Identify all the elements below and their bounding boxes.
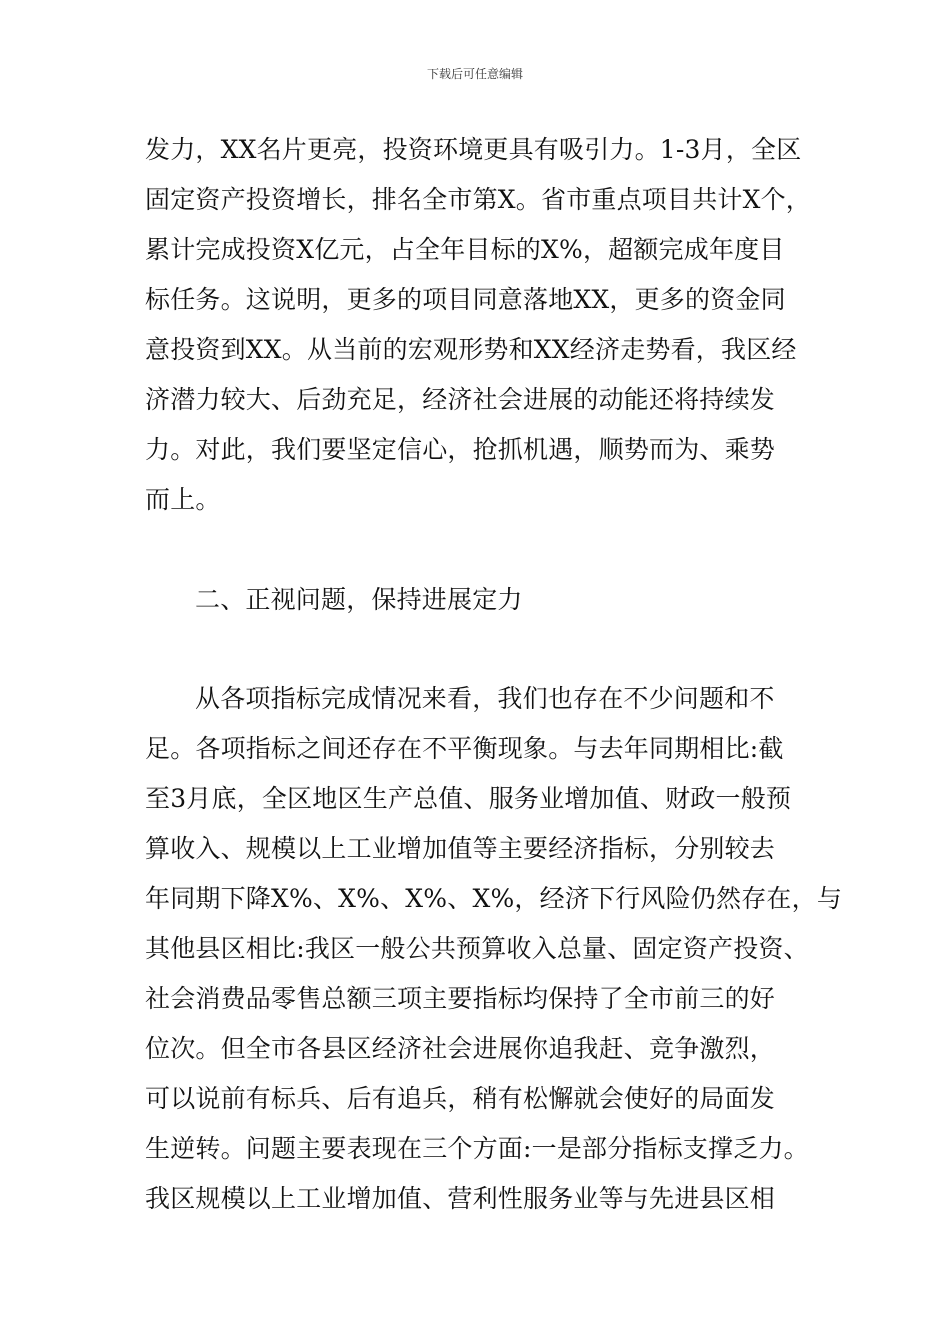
text-line: 发力，XX名片更亮，投资环境更具有吸引力。1-3月，全区 (145, 135, 802, 164)
text-line: 标任务。这说明，更多的项目同意落地XX，更多的资金同 (145, 285, 786, 314)
section-heading: 二、正视问题，保持进展定力 (195, 585, 523, 614)
text-line: 位次。但全市各县区经济社会进展你追我赶、竞争激烈， (145, 1034, 776, 1063)
text-line: 算收入、规模以上工业增加值等主要经济指标，分别较去 (145, 834, 776, 863)
text-line: 至3月底，全区地区生产总值、服务业增加值、财政一般预 (145, 784, 792, 813)
text-line: 足。各项指标之间还存在不平衡现象。与去年同期相比:截 (145, 734, 784, 763)
text-line: 固定资产投资增长，排名全市第X。省市重点项目共计X个， (145, 185, 811, 214)
text-line: 生逆转。问题主要表现在三个方面:一是部分指标支撑乏力。 (145, 1134, 809, 1163)
text-line: 从各项指标完成情况来看，我们也存在不少问题和不 (195, 684, 775, 713)
text-line: 济潜力较大、后劲充足，经济社会进展的动能还将持续发 (145, 385, 776, 414)
text-line: 年同期下降X%、X%、X%、X%，经济下行风险仍然存在，与 (145, 884, 843, 913)
page-header: 下载后可任意编辑 (426, 67, 523, 81)
text-line: 社会消费品零售总额三项主要指标均保持了全市前三的好 (145, 984, 776, 1013)
text-line: 而上。 (145, 485, 221, 514)
text-line: 我区规模以上工业增加值、营利性服务业等与先进县区相 (145, 1184, 776, 1213)
text-line: 其他县区相比:我区一般公共预算收入总量、固定资产投资、 (145, 934, 809, 963)
text-line: 累计完成投资X亿元，占全年目标的X%，超额完成年度目 (145, 235, 785, 264)
text-line: 可以说前有标兵、后有追兵，稍有松懈就会使好的局面发 (145, 1084, 776, 1113)
text-line: 意投资到XX。从当前的宏观形势和XX经济走势看，我区经 (145, 335, 797, 364)
text-line: 力。对此，我们要坚定信心，抢抓机遇，顺势而为、乘势 (145, 435, 776, 464)
